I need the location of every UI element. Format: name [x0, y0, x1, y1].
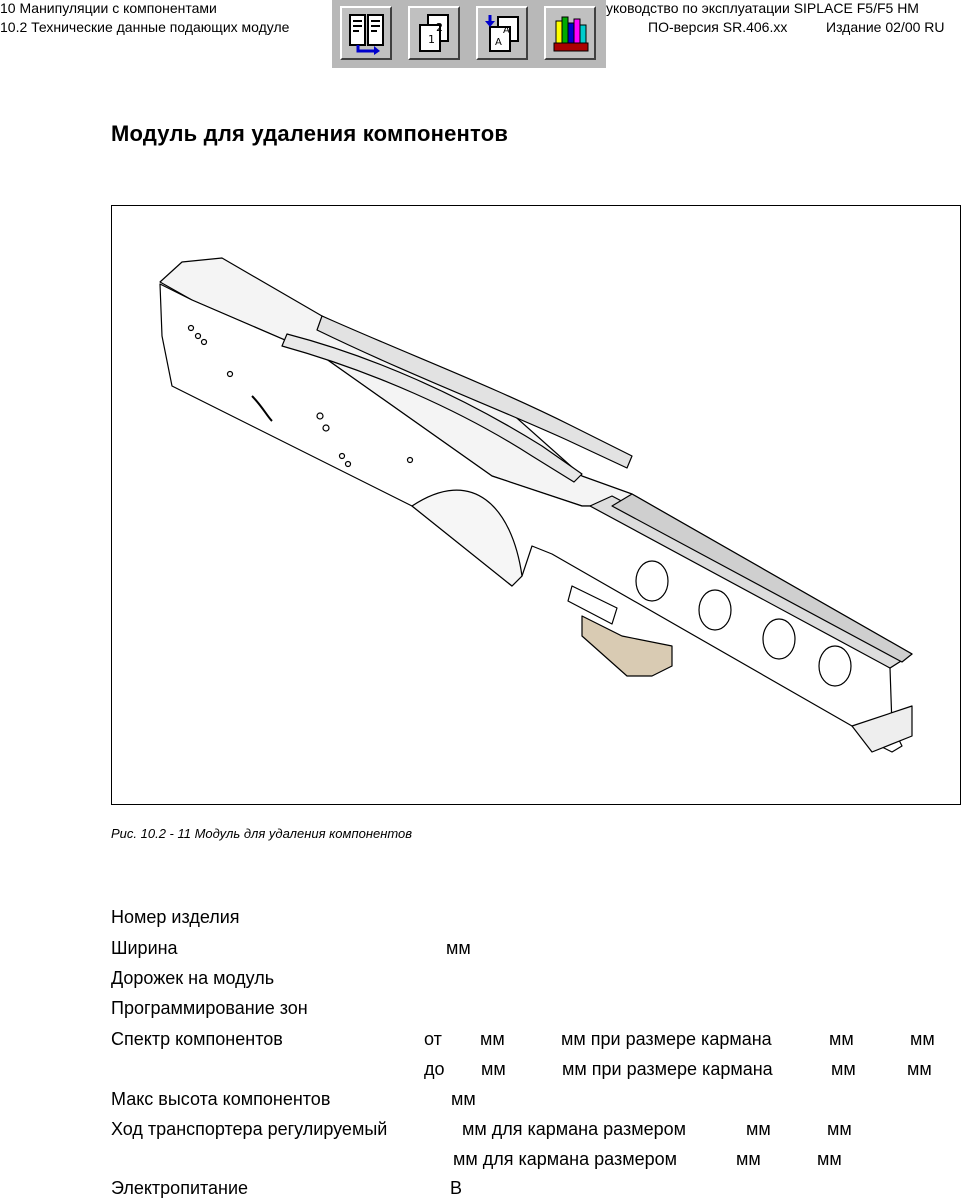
svg-text:A: A	[495, 37, 502, 48]
spec-transport-stroke-label: Ход транспортера регулируемый	[111, 1119, 388, 1139]
index-nav-icon	[484, 13, 522, 55]
contents-button[interactable]	[340, 6, 392, 60]
spec-power-label: Электропитание	[111, 1178, 249, 1198]
spec-zone-programming-label: Программирование зон	[111, 998, 308, 1018]
spec-range-to-pocket: мм при размере кармана	[562, 1059, 773, 1079]
spec-range-from-mm: мм	[480, 1029, 505, 1049]
spec-component-range-label: Спектр компонентов	[111, 1029, 283, 1049]
svg-text:2: 2	[436, 21, 443, 34]
spec-range-from-pocket: мм при размере кармана	[561, 1029, 772, 1049]
library-button[interactable]	[544, 6, 596, 60]
page-title: Модуль для удаления компонентов	[111, 121, 509, 146]
svg-text:1: 1	[428, 33, 435, 46]
spec-range-from: от	[424, 1029, 442, 1049]
header-chapter: 10 Манипуляции с компонентами	[0, 0, 217, 16]
library-books-icon	[552, 13, 590, 55]
spec-stroke-pocket-2-mm2: мм	[817, 1149, 842, 1169]
page-button[interactable]	[408, 6, 460, 60]
header-version: ПО-версия SR.406.xx	[648, 19, 788, 35]
contents-nav-icon	[348, 13, 386, 55]
spec-stroke-pocket-1: мм для кармана размером	[462, 1119, 686, 1139]
svg-text:A: A	[503, 25, 510, 36]
navigation-toolbar	[332, 0, 606, 68]
spec-stroke-pocket-2-mm: мм	[736, 1149, 761, 1169]
spec-stroke-pocket-1-mm: мм	[746, 1119, 771, 1139]
spec-stroke-pocket-1-mm2: мм	[827, 1119, 852, 1139]
figure-caption: Рис. 10.2 - 11 Модуль для удаления компонентов	[111, 826, 413, 841]
spec-range-to-pocket-mm: мм	[831, 1059, 856, 1079]
spec-stroke-pocket-2: мм для кармана размером	[453, 1149, 677, 1169]
spec-range-from-pocket-mm2: мм	[910, 1029, 935, 1049]
header-manual-title: уководство по эксплуатации SIPLACE F5/F5 HM	[606, 0, 919, 16]
spec-range-from-pocket-mm: мм	[829, 1029, 854, 1049]
spec-max-height-label: Макс высота компонентов	[111, 1089, 331, 1109]
spec-range-to-mm: мм	[481, 1059, 506, 1079]
spec-range-to-pocket-mm2: мм	[907, 1059, 932, 1079]
spec-width-unit: мм	[446, 938, 471, 958]
header-section: 10.2 Технические данные подающих модуле	[0, 19, 290, 35]
module-illustration	[112, 206, 960, 804]
spec-range-to: до	[424, 1059, 445, 1079]
spec-width-label: Ширина	[111, 938, 178, 958]
header-edition: Издание 02/00 RU	[826, 19, 945, 35]
page-nav-icon	[416, 13, 454, 55]
spec-tracks-label: Дорожек на модуль	[111, 968, 275, 988]
spec-max-height-unit: мм	[451, 1089, 476, 1109]
spec-power-unit: В	[450, 1178, 463, 1198]
spec-part-number-label: Номер изделия	[111, 907, 240, 927]
figure-frame	[111, 205, 961, 805]
index-button[interactable]	[476, 6, 528, 60]
